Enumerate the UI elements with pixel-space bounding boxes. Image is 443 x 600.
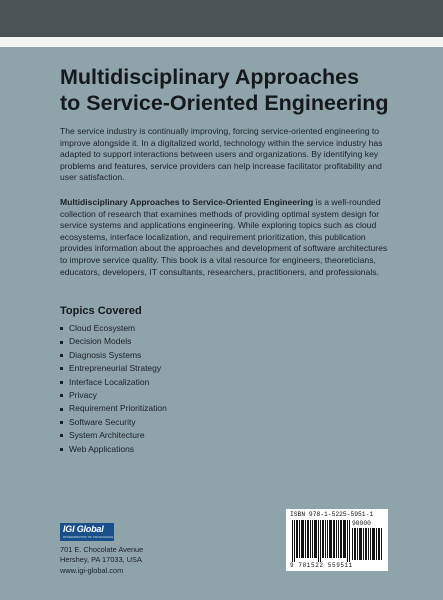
bullet-icon	[60, 421, 63, 424]
topics-heading: Topics Covered	[60, 305, 142, 317]
topic-label: Diagnosis Systems	[69, 349, 142, 360]
bullet-icon	[60, 434, 63, 437]
topic-label: Interface Localization	[69, 376, 150, 387]
ean-digits: 9 781522 559511	[290, 562, 354, 569]
topic-label: Decision Models	[69, 336, 132, 347]
bullet-icon	[60, 381, 63, 384]
white-stripe	[0, 37, 443, 47]
publisher-website: www.igi-global.com	[60, 565, 124, 575]
topic-item	[60, 402, 167, 415]
publisher-logo-text: IGI Global	[63, 524, 104, 534]
bullet-icon	[60, 367, 63, 370]
price-barcode-bars	[352, 528, 382, 560]
topic-item	[60, 376, 167, 389]
ean-barcode-bars	[292, 520, 350, 562]
isbn-number: ISBN 978-1-5225-5951-1	[290, 511, 374, 518]
topic-label: System Architecture	[69, 430, 145, 441]
description-text: is a well-rounded collection of research that examines methods of providing optimal system design for service systems and applications engineering. While exploring topics such as cloud ecosystems, interface localization, and requirement prioritization, this publication provides information about the approaches and development of software architectures to improve service quality. This book is a vital resource for engineers, theoreticians, educators, developers, IT consultants, researchers, practitioners, and professionals.	[60, 197, 388, 277]
title-line-1: Multidisciplinary Approaches	[60, 65, 360, 89]
title-line-2: to Service-Oriented Engineering	[60, 91, 389, 115]
bullet-icon	[60, 448, 63, 451]
topic-label: Software Security	[69, 416, 136, 427]
topic-item	[60, 322, 167, 335]
topic-item	[60, 416, 167, 429]
topics-list	[60, 322, 167, 456]
publisher-logo-tagline: DISSEMINATOR OF KNOWLEDGE	[63, 535, 114, 539]
topic-label: Cloud Ecosystem	[69, 323, 136, 333]
book-title	[60, 64, 400, 116]
intro-paragraph: The service industry is continually improving, forcing service-oriented engineering to improve alongside it. In a digitalized world, technology within the service industry has adapted to support interactions between users and organizations. By identifying key problems and features, service providers can help increase facilitator profitability and user satisfaction.	[60, 126, 383, 183]
top-band	[0, 0, 443, 37]
topic-label: Requirement Prioritization	[69, 403, 167, 414]
bullet-icon	[60, 354, 63, 357]
topic-item	[60, 335, 167, 348]
description-paragraph	[60, 197, 390, 278]
topic-item	[60, 429, 167, 442]
address-line-1: 701 E. Chocolate Avenue	[60, 545, 144, 554]
bullet-icon	[60, 408, 63, 411]
topic-label: Entrepreneurial Strategy	[69, 363, 162, 374]
publisher-address	[60, 545, 143, 576]
isbn-barcode	[286, 509, 388, 571]
address-line-2: Hershey, PA 17033, USA	[60, 555, 142, 565]
bullet-icon	[60, 341, 63, 344]
description-book-title: Multidisciplinary Approaches to Service-Oriented Engineering	[60, 197, 314, 207]
topic-item	[60, 443, 167, 456]
topic-item	[60, 349, 167, 362]
topic-label: Privacy	[69, 390, 97, 401]
bullet-icon	[60, 327, 63, 330]
topic-item	[60, 362, 167, 375]
price-code: 90000	[352, 520, 371, 527]
topic-item	[60, 389, 167, 402]
topic-label: Web Applications	[69, 443, 135, 454]
publisher-logo	[60, 523, 114, 541]
bullet-icon	[60, 394, 63, 397]
